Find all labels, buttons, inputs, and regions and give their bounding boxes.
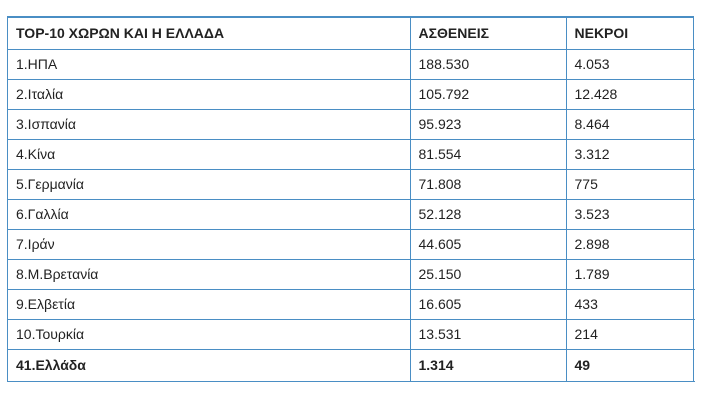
table-row	[8, 79, 695, 109]
table-row	[8, 49, 695, 79]
cases-cell: 81.554	[410, 139, 566, 169]
deaths-cell: 4.053	[566, 49, 695, 79]
country-cell: 7.Ιράν	[8, 229, 410, 259]
country-cell: 2.Ιταλία	[8, 79, 410, 109]
table-row	[8, 259, 695, 289]
deaths-cell: 3.312	[566, 139, 695, 169]
table-row	[8, 319, 695, 349]
cases-cell: 52.128	[410, 199, 566, 229]
deaths-cell: 214	[566, 319, 695, 349]
table-row	[8, 289, 695, 319]
greece-total-row	[8, 349, 695, 381]
cases-cell: 1.314	[410, 349, 566, 381]
covid-stats-table-container	[7, 16, 694, 382]
header-country: TOP-10 ΧΩΡΩΝ ΚΑΙ Η ΕΛΛΑΔΑ	[8, 18, 410, 49]
table-header-row	[8, 18, 695, 49]
cases-cell: 105.792	[410, 79, 566, 109]
deaths-cell: 3.523	[566, 199, 695, 229]
deaths-cell: 433	[566, 289, 695, 319]
cases-cell: 16.605	[410, 289, 566, 319]
cases-cell: 44.605	[410, 229, 566, 259]
country-cell: 8.Μ.Βρετανία	[8, 259, 410, 289]
country-cell: 1.ΗΠΑ	[8, 49, 410, 79]
country-cell: 4.Κίνα	[8, 139, 410, 169]
table-row	[8, 199, 695, 229]
deaths-cell: 1.789	[566, 259, 695, 289]
deaths-cell: 8.464	[566, 109, 695, 139]
cases-cell: 13.531	[410, 319, 566, 349]
country-cell: 3.Ισπανία	[8, 109, 410, 139]
table-row	[8, 139, 695, 169]
table-row	[8, 109, 695, 139]
deaths-cell: 49	[566, 349, 695, 381]
table-row	[8, 229, 695, 259]
deaths-cell: 2.898	[566, 229, 695, 259]
covid-stats-table	[8, 18, 695, 382]
table-row	[8, 169, 695, 199]
country-cell: 10.Τουρκία	[8, 319, 410, 349]
deaths-cell: 12.428	[566, 79, 695, 109]
country-cell: 9.Ελβετία	[8, 289, 410, 319]
cases-cell: 71.808	[410, 169, 566, 199]
country-cell: 6.Γαλλία	[8, 199, 410, 229]
header-cases: ΑΣΘΕΝΕΙΣ	[410, 18, 566, 49]
deaths-cell: 775	[566, 169, 695, 199]
country-cell: 41.Ελλάδα	[8, 349, 410, 381]
cases-cell: 25.150	[410, 259, 566, 289]
country-cell: 5.Γερμανία	[8, 169, 410, 199]
cases-cell: 95.923	[410, 109, 566, 139]
header-deaths: ΝΕΚΡΟΙ	[566, 18, 695, 49]
cases-cell: 188.530	[410, 49, 566, 79]
